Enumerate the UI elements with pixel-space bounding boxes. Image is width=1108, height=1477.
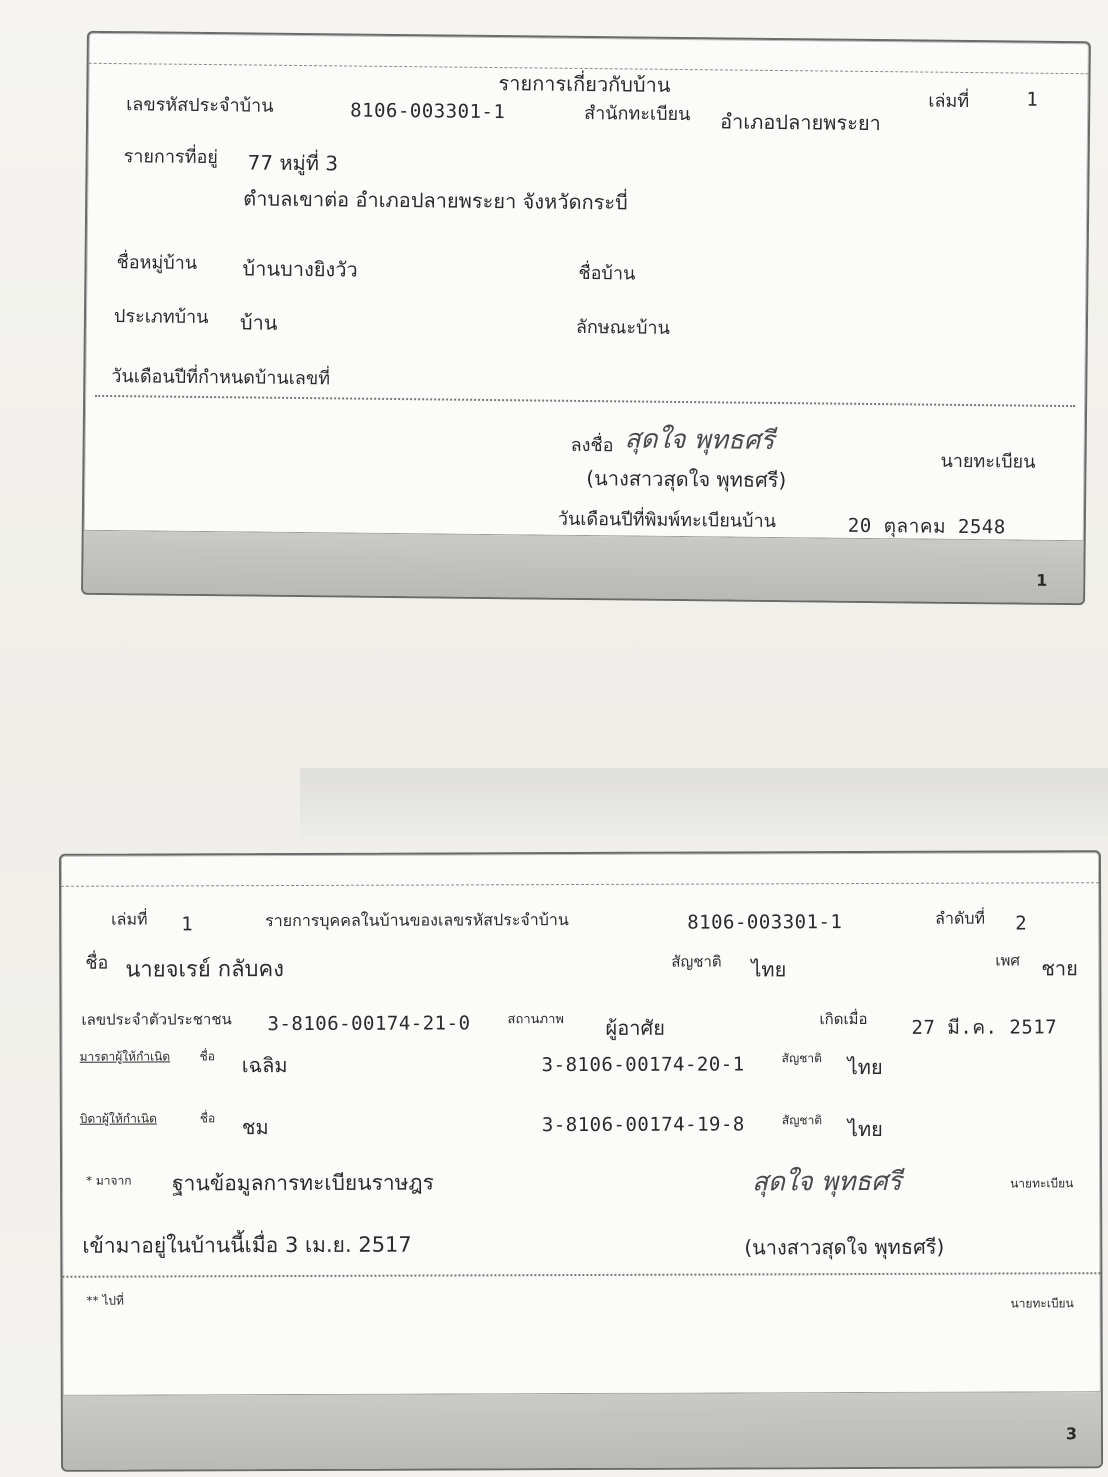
id-label: เลขประจำตัวประชาชน (81, 1010, 232, 1029)
from-label: * มาจาก (86, 1173, 132, 1188)
sign-label: ลงชื่อ (570, 434, 614, 457)
registry-office-value: อำเภอปลายพระยา (719, 109, 881, 136)
status-label: สถานภาพ (507, 1012, 564, 1028)
from-value: ฐานข้อมูลการทะเบียนราษฎร (172, 1170, 434, 1196)
registrar-signature: สุดใจ พุทธศรี (624, 424, 775, 456)
nationality-label: สัญชาติ (671, 952, 722, 971)
father-name-label: ชื่อ (199, 1111, 216, 1126)
address-line2: ตำบลเขาต่อ อำเภอปลายพระยา จังหวัดกระบี่ (243, 186, 628, 215)
registrar-label: นายทะเบียน (940, 450, 1036, 473)
house-info-card (81, 31, 1091, 605)
house-type-value: บ้าน (239, 310, 278, 335)
father-nat-label: สัญชาติ (781, 1113, 823, 1128)
person-info-card (59, 850, 1103, 1472)
father-id: 3-8106-00174-19-8 (541, 1113, 745, 1137)
village-label: ชื่อหมู่บ้าน (116, 252, 198, 274)
registrar-label: นายทะเบียน (1010, 1176, 1074, 1191)
house-code-value: 8106-003301-1 (350, 99, 506, 124)
nationality-value: ไทย (751, 957, 787, 982)
father-nat: ไทย (847, 1116, 883, 1142)
page-number: 3 (1065, 1424, 1077, 1444)
father-label: บิดาผู้ให้กำเนิด (79, 1111, 157, 1126)
mother-name: เฉลิม (241, 1053, 288, 1078)
seq-value: 2 (1015, 912, 1028, 935)
birth-value: 27 มี.ค. 2517 (911, 1016, 1058, 1039)
registry-office-label: สำนักทะเบียน (584, 102, 691, 126)
moved-in-text: เข้ามาอยู่ในบ้านนี้เมื่อ 3 เม.ย. 2517 (82, 1232, 412, 1258)
book-value: 1 (1026, 88, 1039, 111)
house-name-label: ชื่อบ้าน (578, 262, 636, 285)
registrar-label-2: นายทะเบียน (1010, 1296, 1074, 1311)
dotted-divider (62, 1272, 1100, 1278)
house-code-label: เลขรหัสประจำบ้าน (126, 94, 274, 117)
name-label: ชื่อ (85, 952, 109, 974)
address-line1: 77 หมู่ที่ 3 (247, 150, 339, 176)
to-label: ** ไปที่ (86, 1293, 124, 1308)
house-type-label: ประเภทบ้าน (113, 306, 209, 329)
house-char-label: ลักษณะบ้าน (575, 316, 671, 339)
mother-nat: ไทย (847, 1054, 883, 1080)
name-value: นายจเรย์ กลับคง (125, 957, 284, 983)
sex-label: เพศ (995, 951, 1020, 970)
village-value: บ้านบางยิงวัว (242, 256, 358, 282)
book-label: เล่มที่ (111, 909, 148, 929)
card-footer-bar (63, 1391, 1101, 1470)
id-value: 3-8106-00174-21-0 (267, 1012, 471, 1036)
print-date-label: วันเดือนปีที่พิมพ์ทะเบียนบ้าน (557, 508, 777, 532)
page-number: 1 (1036, 570, 1048, 590)
print-date-value: 20 ตุลาคม 2548 (847, 514, 1006, 539)
registrar-name: (นางสาวสุดใจ พุทธศรี) (744, 1234, 945, 1260)
scan-shadow-band (300, 768, 1108, 838)
book-value: 1 (181, 913, 194, 936)
number-date-label: วันเดือนปีที่กำหนดบ้านเลขที่ (111, 366, 331, 390)
father-name: ชม (241, 1115, 269, 1140)
card-top-rule (61, 852, 1099, 887)
mother-nat-label: สัญชาติ (781, 1051, 822, 1066)
mother-name-label: ชื่อ (199, 1049, 216, 1064)
status-value: ผู้อาศัย (605, 1015, 665, 1040)
mother-id: 3-8106-00174-20-1 (541, 1053, 745, 1077)
address-label: รายการที่อยู่ (123, 146, 218, 169)
mother-label: มารดาผู้ให้กำเนิด (79, 1049, 171, 1064)
dotted-divider (95, 395, 1075, 407)
seq-label: ลำดับที่ (935, 908, 986, 928)
card-title: รายการบุคคลในบ้านของเลขรหัสประจำบ้าน (265, 910, 569, 931)
sex-value: ชาย (1041, 956, 1078, 981)
card-title: รายการเกี่ยวกับบ้าน (498, 71, 671, 97)
card-footer-bar (83, 530, 1084, 603)
house-code-value: 8106-003301-1 (687, 911, 843, 934)
registrar-signature: สุดใจ พุทธศรี (752, 1166, 902, 1198)
book-label: เล่มที่ (928, 90, 970, 113)
birth-label: เกิดเมื่อ (819, 1009, 868, 1029)
registrar-name: (นางสาวสุดใจ พุทธศรี) (586, 466, 787, 493)
